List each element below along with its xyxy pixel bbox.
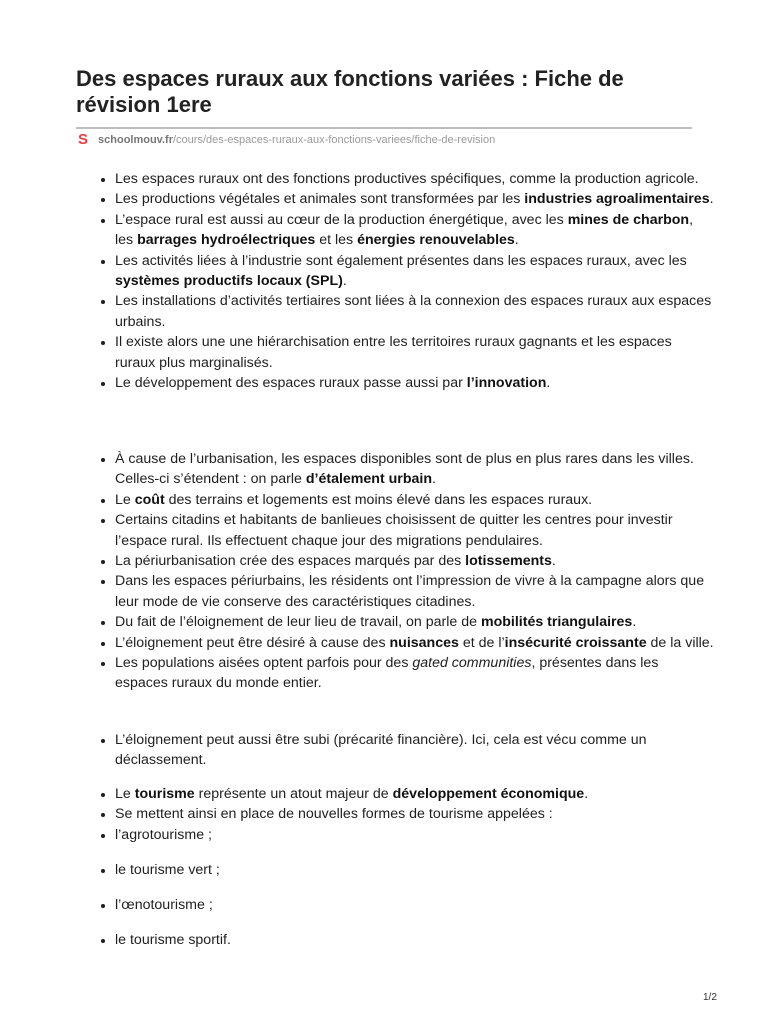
list-item [115,804,715,824]
text-run: À cause de l’urbanisation, les espaces disponibles sont de plus en plus rares dans les villes. Celles-ci s’étendent : on parle [115,451,694,488]
bold-term: tourisme [134,786,195,802]
text-run: Les installations d’activités tertiaires sont liées à la connexion des espaces ruraux aux espaces urbains. [115,293,712,330]
text-run: Se mettent ainsi en place de nouvelles formes de tourisme appelées : [115,806,553,823]
list-item [115,571,715,612]
list-item [115,653,715,694]
list-item [115,612,715,632]
text-run: , présentes dans les espaces ruraux du monde entier. [115,655,659,692]
list-item [115,291,715,332]
text-run: et de l’ [458,634,505,651]
bullet-list [96,784,715,845]
text-run: Dans les espaces périurbains, les résidents ont l’impression de vivre à la campagne alors que leur mode de vie conserve des caractéristiques citadines. [115,573,705,610]
list-item [115,449,715,490]
source-path[interactable]: /cours/des-espaces-ruraux-aux-fonctions-variees/fiche-de-revision [173,134,496,146]
text-run: Le [115,491,135,508]
text-run: L’espace rural est aussi au cœur de la production énergétique, avec les [115,211,568,228]
italic-term: gated communities [412,655,532,672]
list-item [115,784,715,804]
list-item [115,551,715,571]
text-run: Les productions végétales et animales sont transformées par les [115,191,525,208]
bold-term: coût [134,491,165,508]
list-item [115,510,715,551]
text-run: de la ville. [646,634,714,651]
list-item [115,730,715,771]
bold-term: l’innovation [466,375,547,392]
list-item [115,189,715,209]
text-run: L’éloignement peut être désiré à cause des [115,634,390,651]
bold-term: développement économique [392,786,585,802]
text-run: . [584,786,589,802]
text-run: La périurbanisation crée des espaces marqués par des [115,553,466,570]
text-run: Certains citadins et habitants de banlieues choisissent de quitter les centres pour investir l’espace rural. Ils effectuent chaque jour des migrations pendulaires. [115,512,673,549]
bold-term: mines de charbon [567,211,690,228]
text-run: . [551,553,556,570]
text-run: Les activités liées à l’industrie sont également présentes dans les espaces ruraux, avec les [115,252,687,269]
bullet-list [96,895,715,915]
bold-term: mobilités triangulaires [480,614,633,631]
list-item [115,251,715,292]
text-run: Le développement des espaces ruraux passe aussi par [115,375,467,392]
source-line [78,132,692,148]
text-run: Le [115,786,135,802]
bold-term: lotissements [465,553,552,570]
text-run: et les [315,232,358,249]
bold-term: barrages hydroélectriques [137,232,316,249]
text-run: des terrains et logements est moins élevé dans les espaces ruraux. [164,491,593,508]
bold-term: industries agroalimentaires [524,191,710,208]
bullet-list [96,730,715,771]
text-run: l’œnotourisme ; [115,897,213,913]
list-item [115,210,715,251]
text-run: . [514,232,519,249]
document-title: Des espaces ruraux aux fonctions variées : Fiche de révision 1ere [76,66,624,117]
bullet-list [96,930,715,950]
bold-term: d’étalement urbain [305,471,432,488]
list-item [115,895,715,915]
bold-term: nuisances [389,634,459,651]
list-item [115,490,715,510]
text-run: L’éloignement peut aussi être subi (précarité financière). Ici, cela est vécu comme un déclassement. [115,732,647,769]
list-item [115,169,715,189]
schoolmouv-logo-icon: S [78,131,89,148]
text-run: le tourisme sportif. [115,932,231,948]
text-run: Les espaces ruraux ont des fonctions productives spécifiques, comme la production agricole. [115,171,699,187]
source-domain[interactable]: schoolmouv.fr [98,134,173,146]
text-run: . [342,273,347,290]
title-divider [76,127,692,129]
bullet-list [96,169,715,393]
page-number: 1/2 [703,992,717,1003]
bold-term: systèmes productifs locaux (SPL) [115,273,343,290]
list-item [115,825,715,845]
text-run: , les [115,211,694,249]
list-item [115,930,715,950]
text-run: le tourisme vert ; [115,862,220,878]
text-run: . [632,614,637,631]
bullet-list [96,449,715,694]
bullet-list [96,860,715,880]
text-run: représente un atout majeur de [194,786,393,802]
text-run: l’agrotourisme ; [115,826,212,843]
text-run: Les populations aisées optent parfois pour des [115,655,413,672]
text-run: . [546,375,551,392]
list-item [115,860,715,880]
list-item [115,332,715,373]
bold-term: insécurité croissante [504,634,647,651]
text-run: . [432,471,436,488]
text-run: Il existe alors une une hiérarchisation entre les territoires ruraux gagnants et les espaces ruraux plus marginalisés. [115,334,672,371]
bold-term: énergies renouvelables [357,232,515,249]
list-item [115,633,715,653]
text-run: . [709,191,714,208]
text-run: Du fait de l’éloignement de leur lieu de travail, on parle de [115,614,481,631]
list-item [115,373,715,393]
